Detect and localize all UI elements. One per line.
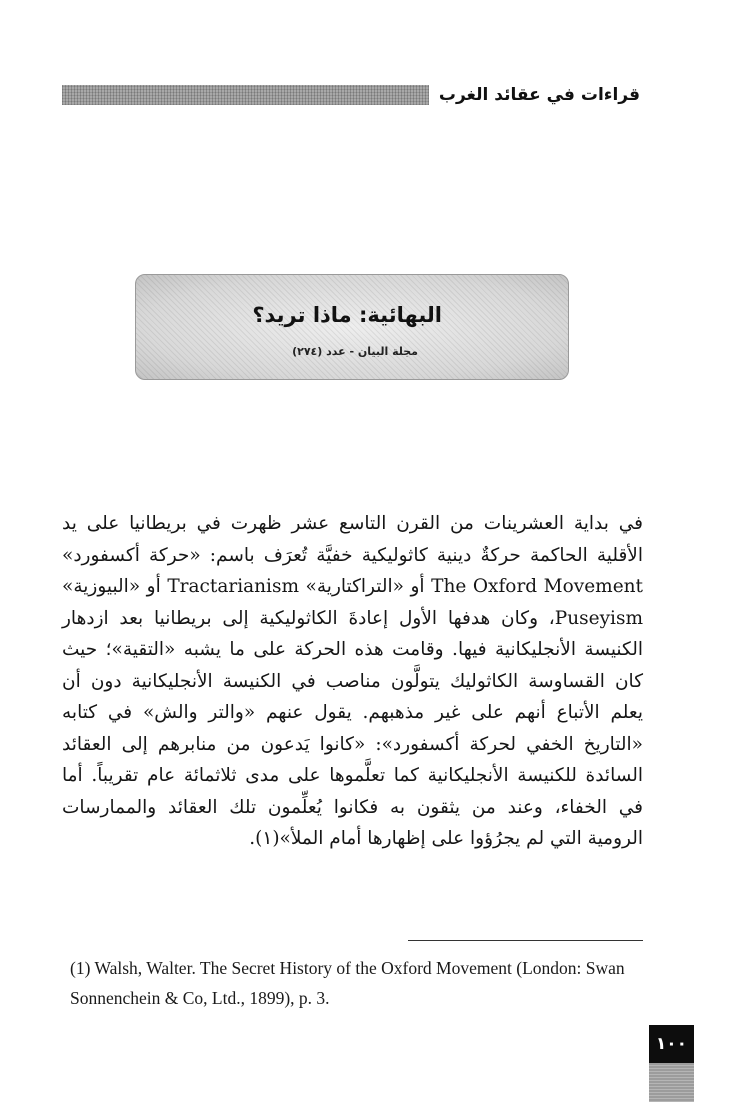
book-title: قراءات في عقائد الغرب	[438, 85, 640, 105]
footnote-divider	[408, 940, 643, 941]
article-title: البهائية: ماذا تريد؟	[252, 303, 442, 327]
page-number-tab	[649, 1025, 694, 1102]
header-shaded-bar	[62, 85, 429, 105]
body-paragraph: في بداية العشرينات من القرن التاسع عشر ظهرت في بريطانيا على يد الأقلية الحاكمة حركةٌ دينية كاثوليكية خفيَّة تُعرَف باسم: «حركة أكسفورد» The Oxford Movement أو «التراكتارية» Tractarianism أو «البيوزية» Puseyism، وكان هدفها الأول إعادةَ الكاثوليكية إلى بريطانيا بعد ازدهار الكنيسة الأنجليكانية فيها. وقامت هذه الحركة على ما يشبه «التقية»؛ حيث كان القساوسة الكاثوليك يتولَّون مناصب في الكنيسة الأنجليكانية دون أن يعلم الأتباع أنهم على غير مذهبهم. يقول عنهم «والتر والش» في كتابه «التاريخ الخفي لحركة أكسفورد»: «كانوا يَدعون من منابرهم إلى العقائد السائدة للكنيسة الأنجليكانية كما تعلَّموها على مدى ثلاثمائة عام تقريباً. أما في الخفاء، وعند من يثقون به فكانوا يُعلِّمون تلك العقائد والممارسات الرومية التي لم يجرُؤوا على إظهارها أمام الملأ»(١).	[62, 513, 643, 849]
page-number: ١٠٠	[649, 1025, 694, 1063]
running-header	[62, 84, 640, 106]
article-title-box	[135, 274, 569, 380]
footnote: (1) Walsh, Walter. The Secret History of the Oxford Movement (London: Swan Sonnenchein & Co, Ltd., 1899), p. 3.	[70, 958, 625, 1008]
article-source: مجلة البيان - عدد (٢٧٤)	[292, 345, 418, 358]
